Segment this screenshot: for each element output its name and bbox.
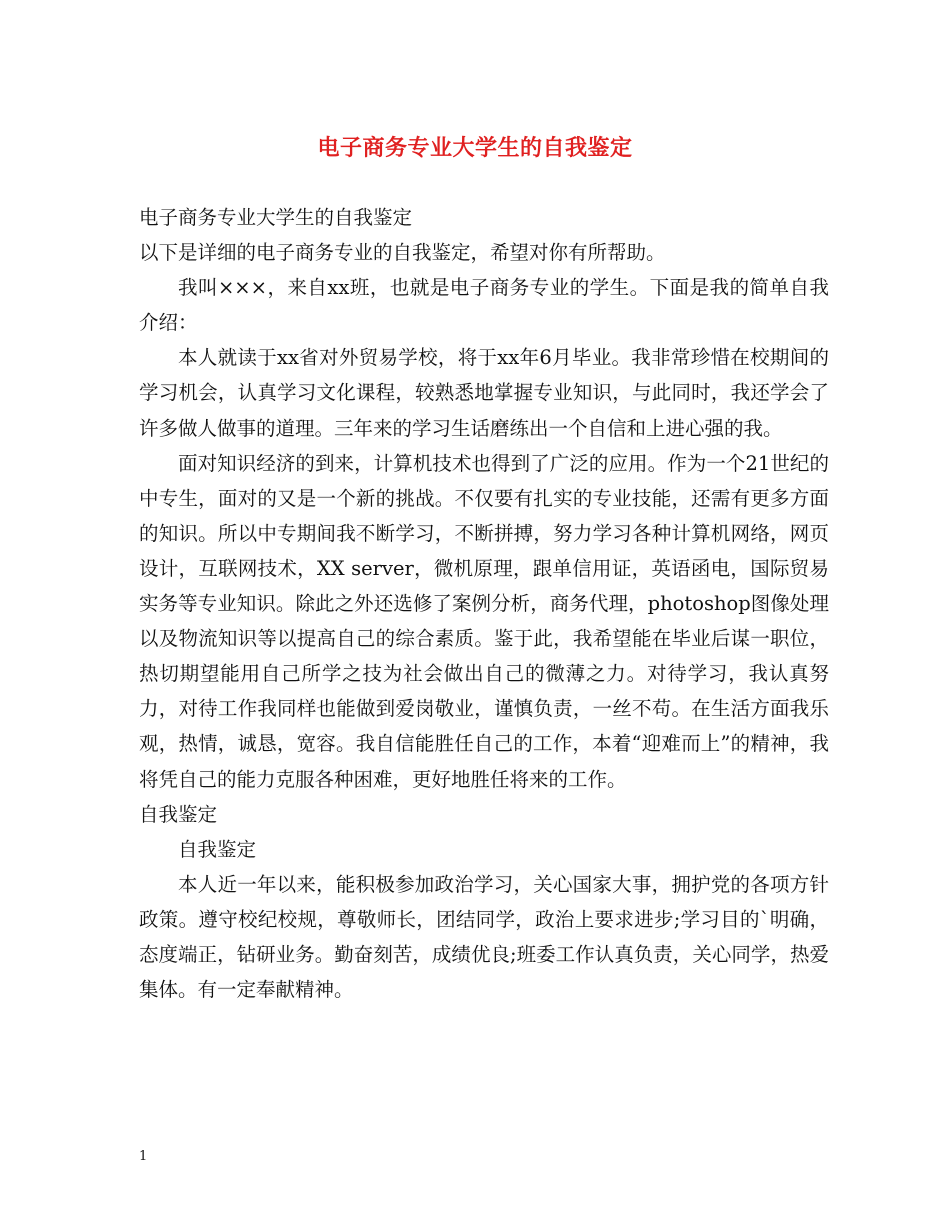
page-number: 1 (139, 1149, 148, 1164)
document-title: 电子商务专业大学生的自我鉴定 (317, 135, 633, 161)
body-paragraph: 以下是详细的电子商务专业的自我鉴定，希望对你有所帮助。 (139, 241, 666, 265)
body-paragraph: 本人近一年以来，能积极参加政治学习，关心国家大事，拥护党的各项方针政策。遵守校纪校规，尊敬师长，团结同学，政治上要求进步;学习目的`明确，态度端正，钻研业务。勤奋刻苦，成绩优良;班委工作认真负责，关心同学，热爱集体。有一定奉献精神。 (139, 872, 829, 1002)
section-subheading: 自我鉴定 (178, 837, 257, 861)
body-paragraph: 我叫×××，来自xx班，也就是电子商务专业的学生。下面是我的简单自我介绍： (139, 276, 829, 335)
body-paragraph: 本人就读于xx省对外贸易学校，将于xx年6月毕业。我非常珍惜在校期间的学习机会，认真学习文化课程，较熟悉地掌握专业知识，与此同时，我还学会了许多做人做事的道理。三年来的学习生话磨练出一个自信和上进心强的我。 (139, 346, 829, 440)
body-paragraph: 电子商务专业大学生的自我鉴定 (139, 206, 413, 229)
document-body (139, 200, 829, 1007)
section-heading: 自我鉴定 (139, 802, 218, 826)
body-paragraph: 面对知识经济的到来，计算机技术也得到了广泛的应用。作为一个21世纪的中专生，面对的又是一个新的挑战。不仅要有扎实的专业技能，还需有更多方面的知识。所以中专期间我不断学习，不断拼搏，努力学习各种计算机网络，网页设计，互联网技术，XX server，微机原理，跟单信用证，英语函电，国际贸易实务等专业知识。除此之外还选修了案例分析，商务代理，photoshop图像处理以及物流知识等以提高自己的综合素质。鉴于此，我希望能在毕业后谋一职位，热切期望能用自己所学之技为社会做出自己的微薄之力。对待学习，我认真努力，对待工作我同样也能做到爱岗敬业，谨慎负责，一丝不苟。在生活方面我乐观，热情，诚恳，宽容。我自信能胜任自己的工作，本着“迎难而上”的精神，我将凭自己的能力克服各种困难，更好地胜任将来的工作。 (139, 451, 829, 791)
